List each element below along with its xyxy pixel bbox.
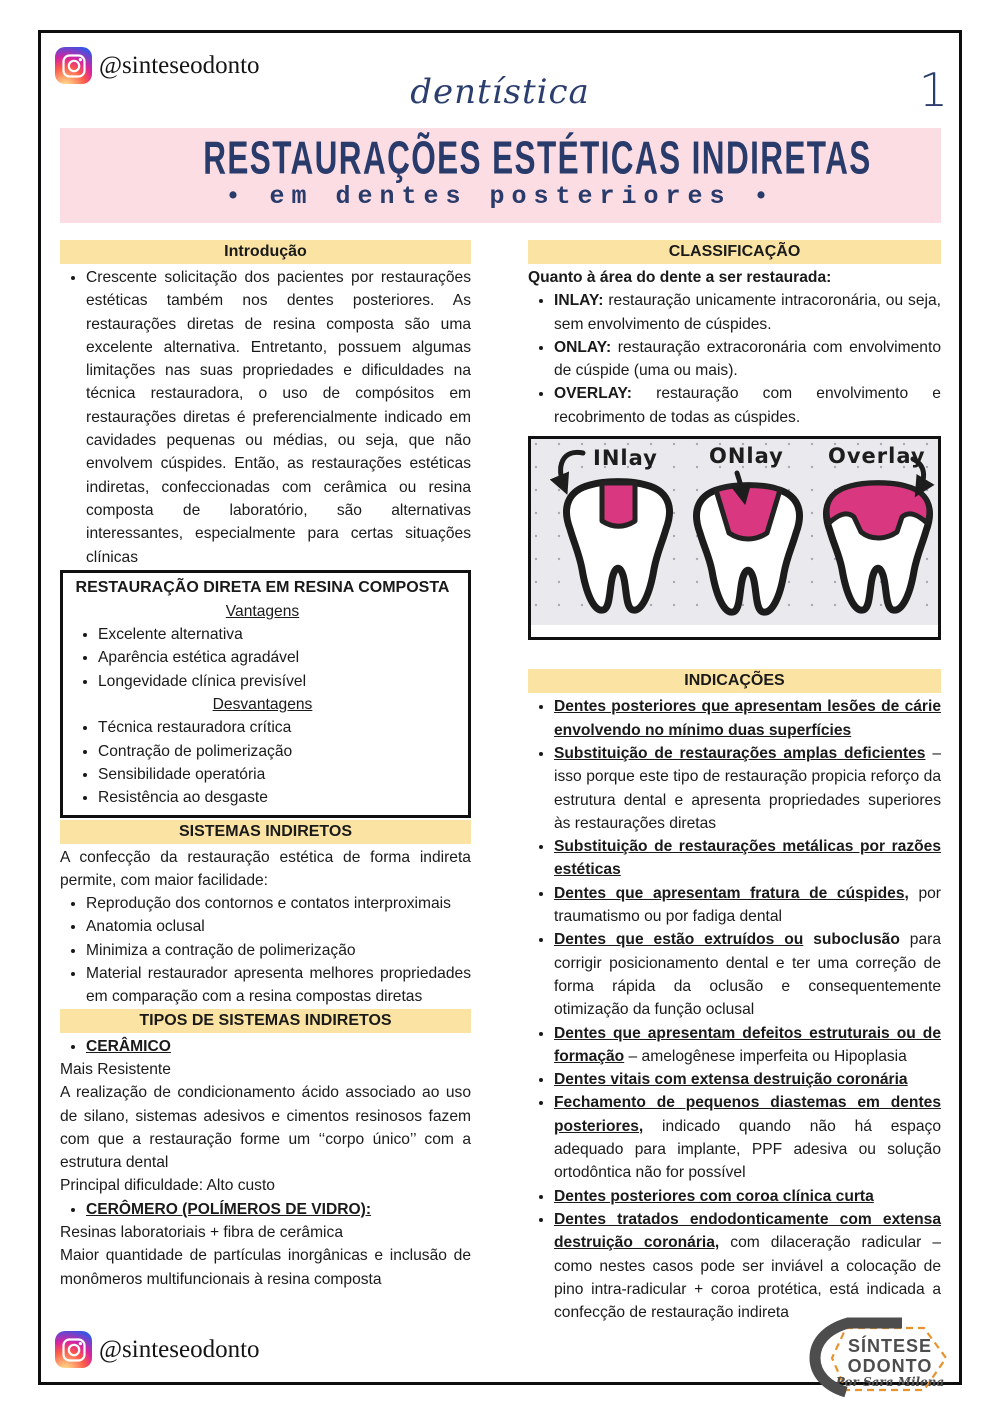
logo-line3: Por Sara Milena	[835, 1375, 945, 1389]
section-header-introducao: Introdução	[60, 240, 471, 264]
advantages-label: Vantagens	[225, 602, 300, 620]
left-column	[60, 240, 471, 1291]
indication-item: • Dentes posteriores que apresentam lesões de cárie envolvendo no mínimo duas superfícies	[554, 695, 941, 742]
classificacao-list	[528, 289, 941, 429]
ceromero-title-list	[60, 1198, 471, 1221]
figure-label-overlay: Overlay	[828, 444, 926, 469]
page-subtitle: • em dentes posteriores •	[225, 182, 776, 211]
sistemas-list	[60, 892, 471, 1008]
indication-item: • Dentes que apresentam fratura de cúspides, por traumatismo ou por fadiga dental	[554, 882, 941, 929]
indication-item: • Fechamento de pequenos diastemas em dentes posteriores, indicado quando não há espaço adequado para implante, PPF adesiva ou solução ortodôntica não for possível	[554, 1091, 941, 1184]
section-header-sistemas-indiretos: SISTEMAS INDIRETOS	[60, 820, 471, 844]
indication-item: • Dentes vitais com extensa destruição coronária	[554, 1068, 941, 1091]
indication-item: • Substituição de restaurações metálicas por razões estéticas	[554, 835, 941, 882]
list-item: • Sensibilidade operatória	[98, 763, 458, 786]
section-header-classificacao: CLASSIFICAÇÃO	[528, 240, 941, 264]
list-item: • Resistência ao desgaste	[98, 786, 458, 809]
logo-line2: ODONTO	[847, 1356, 933, 1376]
list-item: • Minimiza a contração de polimerização	[86, 939, 471, 962]
classificacao-subheader: Quanto à área do dente a ser restaurada:	[528, 269, 832, 286]
list-item: • Excelente alternativa	[98, 623, 458, 646]
sintese-odonto-logo	[806, 1316, 954, 1403]
list-item: • Reprodução dos contornos e contatos interproximais	[86, 892, 471, 915]
list-item: • Técnica restauradora crítica	[98, 716, 458, 739]
instagram-handle: @sinteseodonto	[99, 51, 260, 79]
course-title: dentística	[410, 72, 590, 112]
list-item: • Contração de polimerização	[98, 740, 458, 763]
right-column	[528, 240, 941, 1324]
inlay-onlay-overlay-figure	[528, 436, 941, 640]
resin-box-title: RESTAURAÇÃO DIRETA EM RESINA COMPOSTA	[75, 578, 450, 596]
section-header-tipos: TIPOS DE SISTEMAS INDIRETOS	[60, 1009, 471, 1033]
ceramico-line2: A realização de condicionamento ácido associado ao uso de silano, sistemas adesivos e cimentos resinosos fazem com que a restauração forme um ‘‘corpo único’’ com a estrutura dental	[60, 1084, 471, 1172]
ceramico-title: • CERÂMICO	[86, 1035, 471, 1058]
sistemas-intro: A confecção da restauração estética de forma indireta permite, com maior facilidade:	[60, 848, 471, 889]
page-number: 1	[918, 63, 948, 117]
indication-item: • Substituição de restaurações amplas deficientes – isso porque este tipo de restauração propicia reforço da estrutura dental e apresenta propriedades superiores às restaurações diretas	[554, 742, 941, 835]
classification-item-onlay: • ONLAY: restauração extracoronária com envolvimento de cúspide (uma ou mais).	[554, 336, 941, 383]
list-item: • Material restaurador apresenta melhores propriedades em comparação com a resina compostas diretas	[86, 962, 471, 1009]
intro-paragraph: • Crescente solicitação dos pacientes por restaurações estéticas também nos dentes posteriores. As restaurações diretas de resina composta são uma excelente alternativa. Entretanto, possuem algumas limitações nas suas propriedades e dificuldades na técnica restauradora, o uso de compósitos em restaurações diretas é preferencialmente indicado em cavidades pequenas ou médias, ou seja, que não envolvem cúspides. Então, as restaurações estéticas indiretas, confeccionadas com cerâmica ou resina composta de laboratório, são alternativas interessantes, especialmente para certas situações clínicas	[86, 266, 471, 569]
ceramico-line3: Principal dificuldade: Alto custo	[60, 1177, 275, 1195]
disadvantages-label: Desvantagens	[212, 696, 313, 714]
title-banner	[60, 128, 941, 223]
list-item: • Anatomia oclusal	[86, 915, 471, 938]
ceromero-line1: Resinas laboratoriais + fibra de cerâmica	[60, 1223, 343, 1241]
indication-item: • Dentes posteriores com coroa clínica curta	[554, 1185, 941, 1208]
indication-item: • Dentes que apresentam defeitos estruturais ou de formação – amelogênese imperfeita ou Hipoplasia	[554, 1022, 941, 1069]
instagram-icon	[55, 1331, 92, 1368]
disadvantages-list	[67, 716, 458, 809]
ceromero-line2: Maior quantidade de partículas inorgânicas e inclusão de monômeros multifuncionais à resina composta	[60, 1247, 471, 1288]
list-item: • Aparência estética agradável	[98, 646, 458, 669]
figure-label-onlay: ONlay	[709, 444, 784, 469]
section-header-indicacoes: INDICAÇÕES	[528, 669, 941, 693]
ceramico-title-list	[60, 1035, 471, 1058]
intro-list	[60, 266, 471, 569]
ceramico-line1: Mais Resistente	[60, 1060, 171, 1078]
advantages-list	[67, 623, 458, 693]
instagram-handle: @sinteseodonto	[99, 1335, 260, 1363]
footer-instagram-row	[55, 1331, 260, 1368]
indication-item: • Dentes tratados endodonticamente com extensa destruição coronária, com dilaceração radicular – como nestes casos pode ser inviável a colocação de pino intra-radicular + coroa protética, está indicada a confecção de restauração indireta	[554, 1208, 941, 1324]
page-title: RESTAURAÇÕES ESTÉTICAS INDIRETAS	[203, 131, 872, 185]
indicacoes-list	[528, 695, 941, 1324]
ceromero-title: • CERÔMERO (POLÍMEROS DE VIDRO):	[86, 1198, 471, 1221]
list-item: • Longevidade clínica previsível	[98, 670, 458, 693]
indication-item: • Dentes que estão extruídos ou suboclusão para corrigir posicionamento dental e ter uma correção de forma rápida da oclusão e consequentemente otimização da função oclusal	[554, 928, 941, 1021]
figure-label-inlay: INlay	[593, 446, 658, 471]
resin-box	[60, 570, 471, 818]
classification-item-inlay: • INLAY: restauração unicamente intracoronária, ou seja, sem envolvimento de cúspides.	[554, 289, 941, 336]
logo-line1: SÍNTESE	[847, 1336, 933, 1356]
classification-item-overlay: • OVERLAY: restauração com envolvimento e recobrimento de todas as cúspides.	[554, 382, 941, 429]
